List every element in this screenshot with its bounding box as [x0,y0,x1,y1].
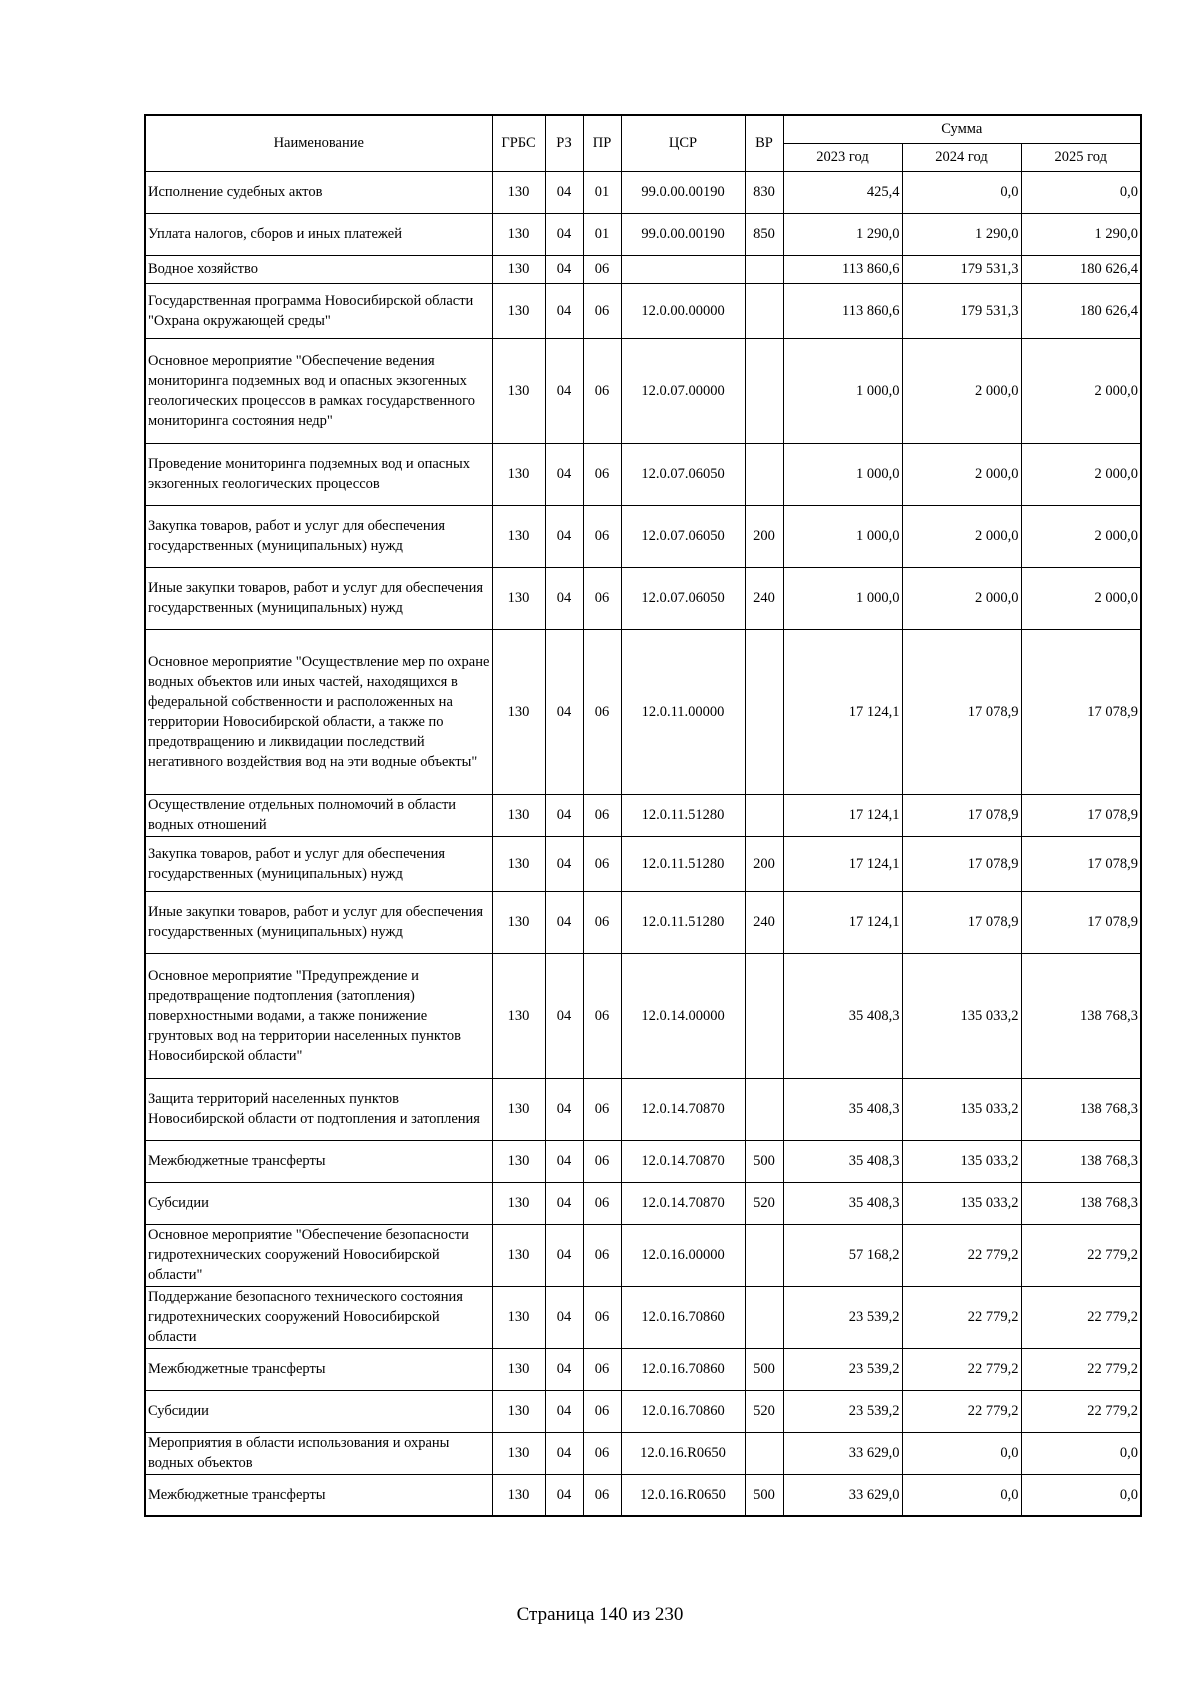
table-body [145,171,1141,1516]
row-vr [745,443,783,505]
table-row [145,891,1141,953]
row-csr: 12.0.14.00000 [621,953,745,1078]
row-vr [745,255,783,283]
row-csr: 12.0.07.00000 [621,338,745,443]
row-csr: 12.0.16.70860 [621,1348,745,1390]
table-row [145,1140,1141,1182]
row-grbs: 130 [492,1474,545,1516]
page-number: Страница 140 из 230 [516,1604,684,1625]
row-rz: 04 [545,1432,583,1474]
header-sum: Сумма [783,115,1141,143]
row-pr: 06 [583,443,621,505]
row-sum-2024: 17 078,9 [902,794,1021,836]
header-pr: ПР [583,115,621,171]
row-sum-2023: 1 000,0 [783,567,902,629]
header-vr: ВР [745,115,783,171]
row-csr: 12.0.16.00000 [621,1224,745,1286]
row-name: Основное мероприятие "Предупреждение и предотвращение подтопления (затопления) поверхностными водами, а также понижение грунтовых вод на территории населенных пунктов Новосибирской области" [145,953,492,1078]
header-grbs: ГРБС [492,115,545,171]
row-csr: 12.0.00.00000 [621,283,745,338]
row-name: Защита территорий населенных пунктов Новосибирской области от подтопления и затопления [145,1078,492,1140]
row-sum-2024: 135 033,2 [902,1140,1021,1182]
row-sum-2023: 17 124,1 [783,836,902,891]
row-sum-2025: 22 779,2 [1021,1286,1141,1348]
row-vr: 200 [745,836,783,891]
row-sum-2023: 35 408,3 [783,1140,902,1182]
row-pr: 06 [583,1140,621,1182]
row-sum-2024: 22 779,2 [902,1390,1021,1432]
row-name: Основное мероприятие "Осуществление мер по охране водных объектов или иных частей, находящихся в федеральной собственности и расположенных на территории Новосибирской области, а также по предотвращению и ликвидации последствий негативного воздействия вод на эти водные объекты" [145,629,492,794]
row-vr [745,1224,783,1286]
row-pr: 06 [583,629,621,794]
row-vr [745,283,783,338]
table-row [145,283,1141,338]
row-sum-2023: 35 408,3 [783,1078,902,1140]
row-sum-2025: 180 626,4 [1021,255,1141,283]
row-name: Межбюджетные трансферты [145,1474,492,1516]
row-csr: 12.0.11.51280 [621,794,745,836]
row-sum-2025: 138 768,3 [1021,1182,1141,1224]
header-name: Наименование [145,115,492,171]
row-sum-2023: 33 629,0 [783,1474,902,1516]
row-name: Уплата налогов, сборов и иных платежей [145,213,492,255]
row-sum-2023: 17 124,1 [783,629,902,794]
row-rz: 04 [545,1182,583,1224]
row-csr: 12.0.11.00000 [621,629,745,794]
row-pr: 06 [583,794,621,836]
row-name: Межбюджетные трансферты [145,1348,492,1390]
row-vr: 500 [745,1474,783,1516]
table-row [145,505,1141,567]
row-sum-2023: 1 000,0 [783,443,902,505]
row-name: Поддержание безопасного технического состояния гидротехнических сооружений Новосибирской области [145,1286,492,1348]
row-sum-2023: 1 290,0 [783,213,902,255]
row-csr: 12.0.07.06050 [621,505,745,567]
row-csr: 99.0.00.00190 [621,213,745,255]
row-grbs: 130 [492,283,545,338]
row-grbs: 130 [492,1348,545,1390]
row-sum-2025: 0,0 [1021,1432,1141,1474]
row-grbs: 130 [492,953,545,1078]
row-grbs: 130 [492,443,545,505]
row-sum-2023: 113 860,6 [783,283,902,338]
row-grbs: 130 [492,505,545,567]
row-sum-2025: 22 779,2 [1021,1348,1141,1390]
row-sum-2024: 2 000,0 [902,443,1021,505]
row-vr: 500 [745,1140,783,1182]
row-rz: 04 [545,171,583,213]
row-rz: 04 [545,283,583,338]
row-grbs: 130 [492,1432,545,1474]
row-grbs: 130 [492,213,545,255]
table-row [145,629,1141,794]
row-name: Закупка товаров, работ и услуг для обеспечения государственных (муниципальных) нужд [145,505,492,567]
row-grbs: 130 [492,1390,545,1432]
row-sum-2025: 2 000,0 [1021,505,1141,567]
row-sum-2024: 179 531,3 [902,255,1021,283]
row-sum-2024: 2 000,0 [902,338,1021,443]
row-pr: 06 [583,255,621,283]
table-row [145,1182,1141,1224]
row-grbs: 130 [492,255,545,283]
row-name: Иные закупки товаров, работ и услуг для обеспечения государственных (муниципальных) нужд [145,891,492,953]
row-rz: 04 [545,1348,583,1390]
row-rz: 04 [545,953,583,1078]
row-vr: 520 [745,1182,783,1224]
row-pr: 06 [583,836,621,891]
row-rz: 04 [545,836,583,891]
row-sum-2025: 2 000,0 [1021,567,1141,629]
row-rz: 04 [545,213,583,255]
row-sum-2023: 17 124,1 [783,891,902,953]
row-pr: 06 [583,1078,621,1140]
row-sum-2024: 22 779,2 [902,1348,1021,1390]
row-sum-2023: 33 629,0 [783,1432,902,1474]
row-sum-2024: 1 290,0 [902,213,1021,255]
row-sum-2025: 138 768,3 [1021,1078,1141,1140]
row-vr: 200 [745,505,783,567]
row-sum-2023: 1 000,0 [783,505,902,567]
row-grbs: 130 [492,1078,545,1140]
row-sum-2024: 22 779,2 [902,1286,1021,1348]
table-row [145,1224,1141,1286]
row-rz: 04 [545,794,583,836]
row-sum-2025: 180 626,4 [1021,283,1141,338]
header-2023: 2023 год [783,143,902,171]
row-grbs: 130 [492,171,545,213]
row-rz: 04 [545,629,583,794]
row-pr: 06 [583,1182,621,1224]
row-sum-2025: 22 779,2 [1021,1224,1141,1286]
row-sum-2023: 17 124,1 [783,794,902,836]
table-row [145,567,1141,629]
row-csr: 12.0.11.51280 [621,836,745,891]
row-rz: 04 [545,1224,583,1286]
row-name: Закупка товаров, работ и услуг для обеспечения государственных (муниципальных) нужд [145,836,492,891]
header-csr: ЦСР [621,115,745,171]
table-row [145,171,1141,213]
row-sum-2024: 135 033,2 [902,953,1021,1078]
row-name: Мероприятия в области использования и охраны водных объектов [145,1432,492,1474]
row-sum-2024: 135 033,2 [902,1182,1021,1224]
row-sum-2023: 23 539,2 [783,1390,902,1432]
row-sum-2025: 138 768,3 [1021,953,1141,1078]
header-rz: РЗ [545,115,583,171]
row-vr: 500 [745,1348,783,1390]
row-grbs: 130 [492,338,545,443]
table-row [145,1286,1141,1348]
row-grbs: 130 [492,836,545,891]
row-grbs: 130 [492,567,545,629]
table-row [145,1390,1141,1432]
row-rz: 04 [545,338,583,443]
row-rz: 04 [545,567,583,629]
row-sum-2023: 57 168,2 [783,1224,902,1286]
row-csr: 12.0.16.70860 [621,1390,745,1432]
row-pr: 06 [583,1348,621,1390]
row-sum-2024: 22 779,2 [902,1224,1021,1286]
row-name: Исполнение судебных актов [145,171,492,213]
row-pr: 06 [583,505,621,567]
row-sum-2025: 22 779,2 [1021,1390,1141,1432]
row-pr: 01 [583,213,621,255]
row-vr: 240 [745,891,783,953]
table-row [145,255,1141,283]
row-grbs: 130 [492,1286,545,1348]
row-sum-2024: 0,0 [902,1432,1021,1474]
row-sum-2023: 35 408,3 [783,953,902,1078]
row-pr: 06 [583,953,621,1078]
row-grbs: 130 [492,891,545,953]
row-pr: 06 [583,1474,621,1516]
row-pr: 06 [583,283,621,338]
row-csr [621,255,745,283]
row-rz: 04 [545,1286,583,1348]
row-name: Водное хозяйство [145,255,492,283]
row-sum-2025: 17 078,9 [1021,836,1141,891]
row-csr: 12.0.16.70860 [621,1286,745,1348]
row-sum-2025: 1 290,0 [1021,213,1141,255]
row-name: Субсидии [145,1390,492,1432]
row-rz: 04 [545,443,583,505]
row-grbs: 130 [492,1182,545,1224]
row-pr: 06 [583,891,621,953]
table-row [145,1348,1141,1390]
row-rz: 04 [545,255,583,283]
row-grbs: 130 [492,1140,545,1182]
row-csr: 12.0.16.R0650 [621,1474,745,1516]
row-name: Субсидии [145,1182,492,1224]
row-name: Осуществление отдельных полномочий в области водных отношений [145,794,492,836]
table-row [145,1474,1141,1516]
budget-table [144,114,1142,1517]
row-sum-2024: 0,0 [902,171,1021,213]
row-sum-2024: 17 078,9 [902,629,1021,794]
row-vr [745,629,783,794]
row-sum-2024: 179 531,3 [902,283,1021,338]
row-sum-2024: 135 033,2 [902,1078,1021,1140]
table-row [145,1078,1141,1140]
row-sum-2024: 17 078,9 [902,891,1021,953]
row-csr: 12.0.14.70870 [621,1078,745,1140]
row-vr: 830 [745,171,783,213]
row-sum-2023: 425,4 [783,171,902,213]
row-csr: 12.0.07.06050 [621,567,745,629]
row-csr: 12.0.11.51280 [621,891,745,953]
row-pr: 06 [583,567,621,629]
table-row [145,953,1141,1078]
row-csr: 99.0.00.00190 [621,171,745,213]
table-row [145,338,1141,443]
row-pr: 06 [583,338,621,443]
row-sum-2025: 2 000,0 [1021,338,1141,443]
row-sum-2025: 138 768,3 [1021,1140,1141,1182]
row-rz: 04 [545,1140,583,1182]
row-vr [745,1432,783,1474]
row-grbs: 130 [492,629,545,794]
row-grbs: 130 [492,794,545,836]
row-rz: 04 [545,1078,583,1140]
row-csr: 12.0.07.06050 [621,443,745,505]
row-vr [745,953,783,1078]
row-vr [745,1286,783,1348]
row-pr: 06 [583,1224,621,1286]
row-vr [745,794,783,836]
row-sum-2025: 0,0 [1021,1474,1141,1516]
row-sum-2025: 0,0 [1021,171,1141,213]
row-sum-2024: 2 000,0 [902,567,1021,629]
row-sum-2025: 17 078,9 [1021,794,1141,836]
row-csr: 12.0.14.70870 [621,1140,745,1182]
row-csr: 12.0.14.70870 [621,1182,745,1224]
row-sum-2025: 2 000,0 [1021,443,1141,505]
row-pr: 06 [583,1432,621,1474]
row-name: Проведение мониторинга подземных вод и опасных экзогенных геологических процессов [145,443,492,505]
row-sum-2023: 23 539,2 [783,1286,902,1348]
row-sum-2024: 2 000,0 [902,505,1021,567]
header-2025: 2025 год [1021,143,1141,171]
row-sum-2025: 17 078,9 [1021,891,1141,953]
table-row [145,213,1141,255]
row-vr: 240 [745,567,783,629]
table-row [145,1432,1141,1474]
row-csr: 12.0.16.R0650 [621,1432,745,1474]
row-sum-2023: 35 408,3 [783,1182,902,1224]
row-name: Государственная программа Новосибирской области "Охрана окружающей среды" [145,283,492,338]
row-name: Иные закупки товаров, работ и услуг для обеспечения государственных (муниципальных) нужд [145,567,492,629]
row-sum-2025: 17 078,9 [1021,629,1141,794]
row-sum-2024: 0,0 [902,1474,1021,1516]
row-name: Основное мероприятие "Обеспечение ведения мониторинга подземных вод и опасных экзогенных геологических процессов в рамках государственного мониторинга состояния недр" [145,338,492,443]
row-vr [745,338,783,443]
row-sum-2023: 113 860,6 [783,255,902,283]
row-rz: 04 [545,891,583,953]
row-vr: 520 [745,1390,783,1432]
row-pr: 01 [583,171,621,213]
row-pr: 06 [583,1390,621,1432]
header-2024: 2024 год [902,143,1021,171]
row-sum-2024: 17 078,9 [902,836,1021,891]
row-name: Межбюджетные трансферты [145,1140,492,1182]
table-row [145,794,1141,836]
row-rz: 04 [545,1474,583,1516]
table-row [145,443,1141,505]
row-rz: 04 [545,1390,583,1432]
row-grbs: 130 [492,1224,545,1286]
row-vr: 850 [745,213,783,255]
row-pr: 06 [583,1286,621,1348]
row-name: Основное мероприятие "Обеспечение безопасности гидротехнических сооружений Новосибирской области" [145,1224,492,1286]
row-sum-2023: 23 539,2 [783,1348,902,1390]
row-rz: 04 [545,505,583,567]
row-sum-2023: 1 000,0 [783,338,902,443]
table-row [145,836,1141,891]
row-vr [745,1078,783,1140]
